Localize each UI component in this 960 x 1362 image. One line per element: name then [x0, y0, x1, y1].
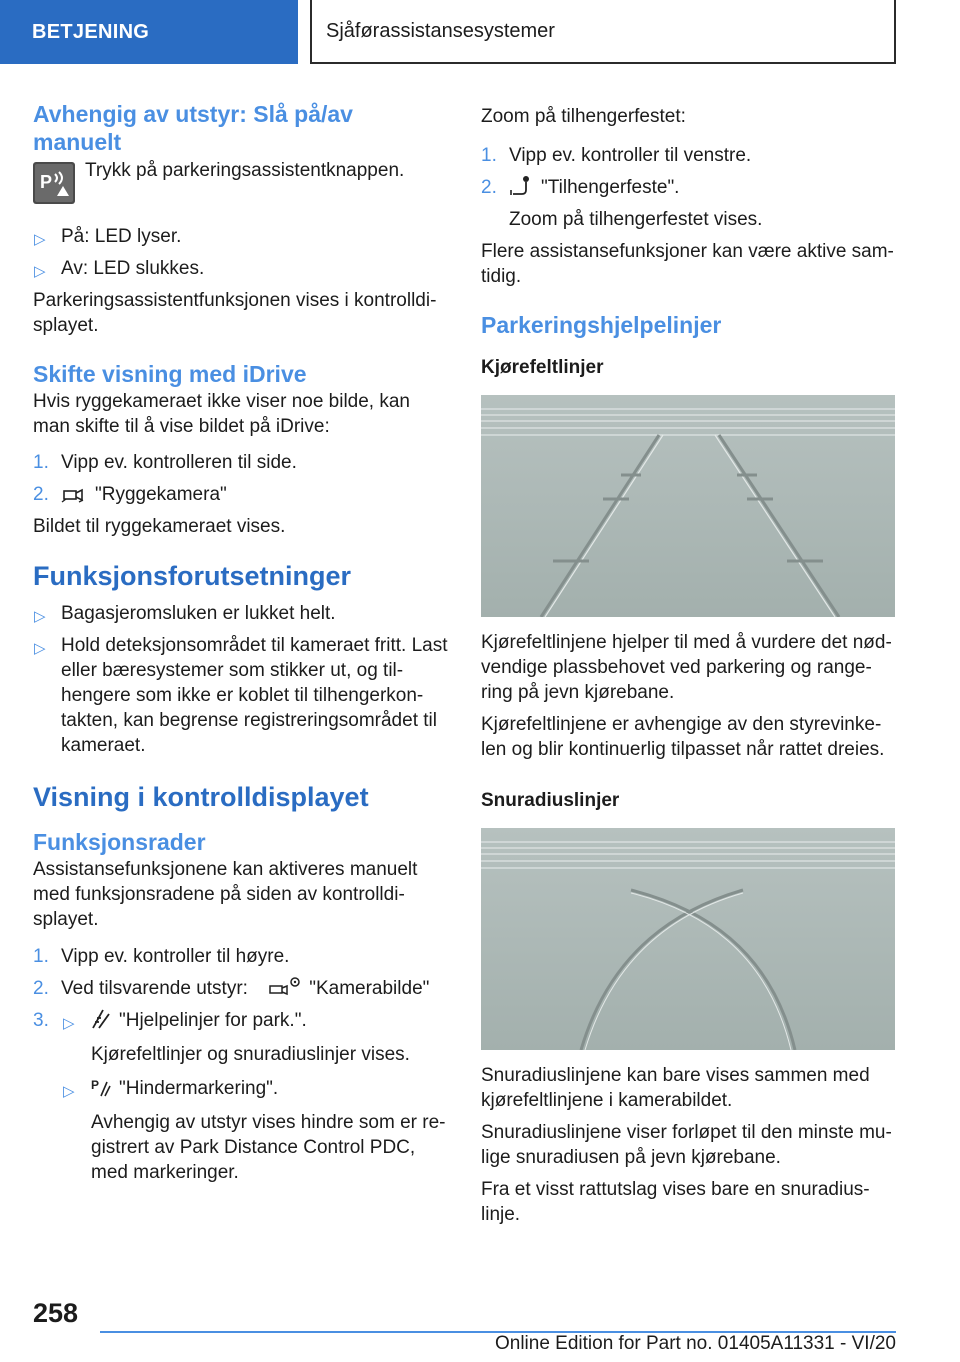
footer-edition: Online Edition for Part no. 01405A11331 - VI/20: [494, 1333, 896, 1354]
sub-guide-lines-desc: Kjørefeltlinjer og snuradiuslinjer vises.: [91, 1044, 410, 1065]
heading-display-view: Visning i kontrolldisplayet: [33, 782, 369, 812]
left-column: [33, 100, 451, 1185]
bullet-led-on: ▷ På: LED lyser.: [34, 226, 182, 248]
guide-lines-icon: [91, 1008, 111, 1030]
sub-obstacle-desc: Avhengig av utstyr vises hindre som er re‐gistrert av Park Distance Control PDC, med markeringer.: [91, 1112, 446, 1183]
rows-step-3: 3. ▷ "Hjelpelinjer for park.". Kjørefeltlinjer og snuradiuslinjer vises. ▷ P "Hindermarkering". Avhengig av utstyr vises hindre som er re‐gistrert av Park Distance Control PDC, med markeringer.: [33, 1008, 451, 1185]
sub-obstacle: ▷ P "Hindermarkering".: [63, 1078, 279, 1100]
lane-paragraph-1: Kjørefeltlinjene hjelper til med å vurdere det nød‐vendige plassbehovet ved parkering og range‐ring på jevn kjørebane.: [481, 632, 892, 703]
rear-camera-icon: [61, 484, 87, 504]
parking-assist-icon: [33, 162, 75, 204]
lane-paragraph-2: Kjørefeltlinjene er avhengige av den styrevinke‐len og blir kontinuerlig tilpasset når rattet dreies.: [481, 714, 885, 760]
rows-step-1: 1. Vipp ev. kontroller til høyre.: [33, 946, 290, 967]
zoom-result: Zoom på tilhengerfestet vises.: [509, 209, 763, 230]
zoom-intro: Zoom på tilhengerfestet:: [481, 106, 686, 127]
rows-step-2: 2. Ved tilsvarende utstyr: "Kamerabilde": [33, 978, 430, 999]
page-number: 258: [33, 1298, 79, 1328]
heading-manual-toggle: Avhengig av utstyr: Slå på/av manuelt: [33, 101, 353, 155]
heading-turning-radius: Snuradiuslinjer: [481, 790, 620, 811]
heading-lane-lines: Kjørefeltlinjer: [481, 357, 604, 378]
trailer-hitch-icon: [509, 175, 533, 197]
idrive-after: Bildet til ryggekameraet vises.: [33, 516, 286, 537]
parking-button-row: [33, 156, 451, 204]
zoom-step-2: 2. "Tilhengerfeste".: [481, 177, 680, 198]
header-chapter-title: Sjåførassistansesystemer: [310, 0, 896, 64]
bullet-tailgate: ▷ Bagasjeromsluken er lukket helt.: [34, 603, 336, 625]
obstacle-marker-icon: [91, 1076, 111, 1098]
heading-requirements: Funksjonsforutsetninger: [33, 561, 352, 591]
idrive-step-2: 2. "Ryggekamera": [33, 484, 227, 505]
lane-lines-image: [481, 395, 895, 617]
manual-instruction: Trykk på parkeringsassistentknappen.: [85, 160, 405, 181]
heading-idrive: Skifte visning med iDrive: [33, 361, 307, 387]
bullet-led-off: ▷ Av: LED slukkes.: [34, 258, 205, 280]
svg-text:P: P: [40, 172, 53, 192]
turn-paragraph-1: Snuradiuslinjene kan bare vises sammen med kjørefeltlinjene i kamerabildet.: [481, 1065, 870, 1111]
heading-guide-lines: Parkeringshjelpelinjer: [481, 312, 722, 338]
turn-paragraph-2: Snuradiuslinjene viser forløpet til den minste mu‐lige snuradiusen på jevn kjørebane.: [481, 1122, 892, 1168]
bullet-detection-area: ▷ Hold deteksjonsområdet til kameraet fritt. Last eller bæresystemer som stikker ut, og til‐hengere som ikke er koblet til tilhengerkon‐takten, kan begrense registreringsområdet til kameraet.: [34, 635, 448, 756]
multi-functions-note: Flere assistansefunksjoner kan være aktive sam‐tidig.: [481, 241, 894, 287]
zoom-step-1: 1. Vipp ev. kontroller til venstre.: [481, 145, 752, 166]
rows-intro: Assistansefunksjonene kan aktiveres manuelt med funksjonsradene på siden av kontrolldi‐splayet.: [33, 859, 418, 930]
idrive-step-1: 1. Vipp ev. kontrolleren til side.: [33, 452, 297, 473]
turn-paragraph-3: Fra et visst rattutslag vises bare en snuradius‐linje.: [481, 1179, 870, 1225]
idrive-intro: Hvis ryggekameraet ikke viser noe bilde, kan man skifte til å vise bildet på iDrive:: [33, 391, 411, 437]
camera-settings-icon: [267, 976, 301, 998]
sub-guide-lines: ▷ "Hjelpelinjer for park.".: [63, 1010, 307, 1032]
svg-text:P: P: [91, 1078, 100, 1092]
header-section-label: BETJENING: [0, 0, 298, 64]
manual-after-text: Parkeringsassistentfunksjonen vises i kontrolldi‐splayet.: [33, 290, 437, 336]
right-column: [481, 104, 897, 1227]
turning-radius-image: [481, 828, 895, 1050]
heading-function-rows: Funksjonsrader: [33, 829, 206, 855]
